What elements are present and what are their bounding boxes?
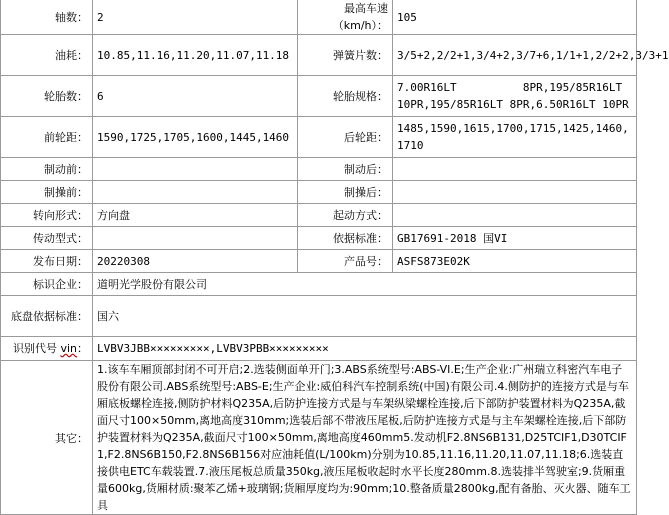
max-speed-label: 最高车速（km/h）： [298, 0, 393, 35]
vin-label [1, 337, 93, 361]
steering-value: 方向盘 [93, 204, 298, 227]
chassis-std-label: 底盘依据标准： [1, 296, 93, 337]
row-drive [1, 227, 637, 250]
rear-track-label: 后轮距： [298, 117, 393, 158]
row-axles-speed [1, 0, 637, 35]
tire-spec-value: 7.00R16LT 8PR,195/85R16LT 10PR,195/85R16LT 8PR,6.50R16LT 10PR [393, 76, 637, 117]
front-track-value: 1590,1725,1705,1600,1445,1460 [93, 117, 298, 158]
ctrl-front-value [93, 181, 298, 204]
product-no-label: 产品号： [298, 250, 393, 273]
axles-label: 轴数： [1, 0, 93, 35]
fuel-value: 10.85,11.16,11.20,11.07,11.18 [93, 35, 298, 76]
other-value: 1.该车车厢顶部封闭不可开启;2.选装侧面单开门;3.ABS系统型号:ABS-VI.E;生产企业:广州瑞立科密汽车电子股份有限公司.ABS系统型号:ABS-E;生产企业:威伯科汽车控制系统(中国)有限公司.4.侧防护的连接方式是与车厢底板螺栓连接,侧防护材料Q235A,后防护连接方式是与车架纵梁螺栓连接,后下部防护装置材料为Q235A,截面尺寸100×50mm,离地高度310mm;选装后部不带液压尾板,后防护连接方式是与主车架螺栓连接,后下部防护装置材料为Q235A,截面尺寸100×50mm,离地高度460mm5.发动机F2.8NS6B131,D25TCIF1,D30TCIF1,F2.8NS6B150,F2.8NS6B156对应油耗值(L/100km)分别为10.85,11.16,11.20,11.07,11.18;6.选装直接供电ETC车载装置.7.液压尾板总质量350kg,液压尾板收起时水平长度280mm.8.选装排半驾驶室;9.货厢重量600kg,货厢材质:聚苯乙烯+玻璃钢;货厢厚度均为:90mm;10.整备质量2800kg,配有备胎、灭火器、随车工具 [93, 361, 637, 515]
row-chassis-std [1, 296, 637, 337]
front-track-label: 前轮距： [1, 117, 93, 158]
axles-value: 2 [93, 0, 298, 35]
ctrl-rear-label: 制操后： [298, 181, 393, 204]
company-label: 标识企业： [1, 273, 93, 296]
fuel-label: 油耗： [1, 35, 93, 76]
springs-value: 3/5+2,2/2+1,3/4+2,3/7+6,1/1+1,2/2+2,3/3+1 [393, 35, 637, 76]
row-tires [1, 76, 637, 117]
vin-value: LVBV3JBB×××××××××,LVBV3PBB××××××××× [93, 337, 637, 361]
release-date-value: 20220308 [93, 250, 298, 273]
tires-value: 6 [93, 76, 298, 117]
row-company [1, 273, 637, 296]
row-vin [1, 337, 637, 361]
steering-label: 转向形式： [1, 204, 93, 227]
other-label: 其它： [1, 361, 93, 515]
row-ctrl [1, 181, 637, 204]
release-date-label: 发布日期： [1, 250, 93, 273]
vin-label-vin: vin [60, 342, 77, 355]
tires-label: 轮胎数： [1, 76, 93, 117]
rear-track-value: 1485,1590,1615,1700,1715,1425,1460,1710 [393, 117, 637, 158]
chassis-std-value: 国六 [93, 296, 637, 337]
standard-value: GB17691-2018 国VI [393, 227, 637, 250]
row-fuel-springs [1, 35, 637, 76]
standard-label: 依据标准： [298, 227, 393, 250]
row-steering [1, 204, 637, 227]
ctrl-rear-value [393, 181, 637, 204]
brake-rear-label: 制动后： [298, 158, 393, 181]
springs-label: 弹簧片数： [298, 35, 393, 76]
drive-value [93, 227, 298, 250]
company-value: 道明光学股份有限公司 [93, 273, 637, 296]
row-other [1, 361, 637, 515]
vin-label-suffix: ： [77, 342, 88, 355]
max-speed-value: 105 [393, 0, 637, 35]
row-track [1, 117, 637, 158]
vin-label-prefix: 识别代号 [12, 342, 61, 355]
tire-spec-label: 轮胎规格： [298, 76, 393, 117]
start-value [393, 204, 637, 227]
brake-front-value [93, 158, 298, 181]
row-date [1, 250, 637, 273]
drive-label: 传动型式： [1, 227, 93, 250]
product-no-value: ASFS873E02K [393, 250, 637, 273]
brake-front-label: 制动前： [1, 158, 93, 181]
brake-rear-value [393, 158, 637, 181]
start-label: 起动方式： [298, 204, 393, 227]
ctrl-front-label: 制操前： [1, 181, 93, 204]
row-brake [1, 158, 637, 181]
